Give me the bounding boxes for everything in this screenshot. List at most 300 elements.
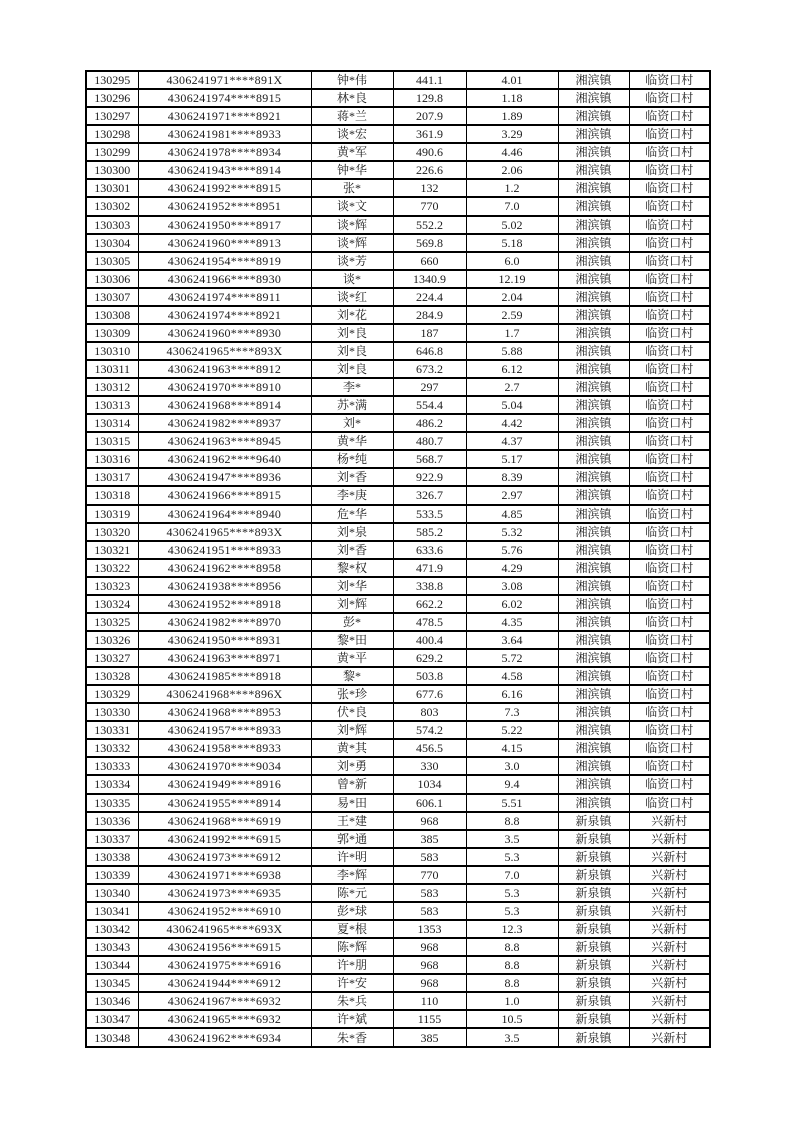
cell-name: 蒋*兰 xyxy=(311,107,393,125)
cell-town: 湘滨镇 xyxy=(558,216,629,234)
cell-id-number: 4306241963****8912 xyxy=(138,360,311,378)
cell-value: 8.8 xyxy=(466,974,558,992)
cell-village: 临资口村 xyxy=(629,649,710,667)
cell-serial: 130336 xyxy=(86,812,138,830)
cell-village: 兴新村 xyxy=(629,938,710,956)
cell-town: 湘滨镇 xyxy=(558,523,629,541)
cell-id-number: 4306241968****8914 xyxy=(138,396,311,414)
cell-village: 临资口村 xyxy=(629,721,710,739)
table-row xyxy=(86,649,710,667)
cell-amount: 284.9 xyxy=(393,306,466,324)
cell-village: 临资口村 xyxy=(629,739,710,757)
cell-amount: 129.8 xyxy=(393,89,466,107)
cell-town: 湘滨镇 xyxy=(558,703,629,721)
cell-serial: 130325 xyxy=(86,613,138,631)
cell-amount: 968 xyxy=(393,938,466,956)
cell-name: 刘*良 xyxy=(311,324,393,342)
cell-amount: 583 xyxy=(393,848,466,866)
cell-town: 湘滨镇 xyxy=(558,450,629,468)
table-row xyxy=(86,739,710,757)
cell-id-number: 4306241970****8910 xyxy=(138,378,311,396)
records-table xyxy=(85,70,711,1048)
cell-id-number: 4306241950****8931 xyxy=(138,631,311,649)
cell-name: 刘*辉 xyxy=(311,721,393,739)
table-row xyxy=(86,721,710,739)
cell-amount: 478.5 xyxy=(393,613,466,631)
table-row xyxy=(86,757,710,775)
cell-village: 兴新村 xyxy=(629,974,710,992)
cell-town: 湘滨镇 xyxy=(558,125,629,143)
table-row xyxy=(86,775,710,793)
table-row xyxy=(86,216,710,234)
cell-name: 刘*香 xyxy=(311,541,393,559)
cell-id-number: 4306241952****6910 xyxy=(138,902,311,920)
table-row xyxy=(86,1028,710,1047)
cell-value: 5.32 xyxy=(466,523,558,541)
cell-town: 新泉镇 xyxy=(558,812,629,830)
cell-serial: 130347 xyxy=(86,1010,138,1028)
cell-amount: 385 xyxy=(393,830,466,848)
cell-amount: 662.2 xyxy=(393,595,466,613)
cell-serial: 130346 xyxy=(86,992,138,1010)
cell-serial: 130313 xyxy=(86,396,138,414)
cell-id-number: 4306241966****8915 xyxy=(138,486,311,504)
cell-value: 3.5 xyxy=(466,1028,558,1047)
cell-serial: 130328 xyxy=(86,667,138,685)
table-row xyxy=(86,884,710,902)
cell-serial: 130335 xyxy=(86,794,138,812)
cell-value: 5.51 xyxy=(466,794,558,812)
table-row xyxy=(86,523,710,541)
cell-village: 临资口村 xyxy=(629,559,710,577)
cell-village: 临资口村 xyxy=(629,577,710,595)
cell-value: 4.35 xyxy=(466,613,558,631)
cell-id-number: 4306241992****8915 xyxy=(138,179,311,197)
table-row xyxy=(86,595,710,613)
cell-serial: 130295 xyxy=(86,71,138,89)
cell-value: 4.15 xyxy=(466,739,558,757)
cell-id-number: 4306241973****6935 xyxy=(138,884,311,902)
cell-town: 湘滨镇 xyxy=(558,252,629,270)
table-row xyxy=(86,89,710,107)
cell-amount: 1353 xyxy=(393,920,466,938)
cell-id-number: 4306241975****6916 xyxy=(138,956,311,974)
cell-id-number: 4306241962****9640 xyxy=(138,450,311,468)
cell-name: 王*建 xyxy=(311,812,393,830)
cell-name: 朱*香 xyxy=(311,1028,393,1047)
cell-value: 3.29 xyxy=(466,125,558,143)
cell-village: 临资口村 xyxy=(629,541,710,559)
cell-serial: 130318 xyxy=(86,486,138,504)
cell-id-number: 4306241967****6932 xyxy=(138,992,311,1010)
cell-serial: 130306 xyxy=(86,270,138,288)
cell-town: 新泉镇 xyxy=(558,902,629,920)
table-row xyxy=(86,1010,710,1028)
cell-amount: 660 xyxy=(393,252,466,270)
cell-town: 湘滨镇 xyxy=(558,559,629,577)
cell-amount: 297 xyxy=(393,378,466,396)
cell-value: 5.04 xyxy=(466,396,558,414)
cell-id-number: 4306241970****9034 xyxy=(138,757,311,775)
cell-name: 李*辉 xyxy=(311,866,393,884)
cell-name: 郭*通 xyxy=(311,830,393,848)
cell-serial: 130343 xyxy=(86,938,138,956)
table-row xyxy=(86,432,710,450)
cell-serial: 130308 xyxy=(86,306,138,324)
cell-amount: 226.6 xyxy=(393,161,466,179)
table-row xyxy=(86,505,710,523)
cell-value: 4.46 xyxy=(466,143,558,161)
cell-id-number: 4306241971****8921 xyxy=(138,107,311,125)
cell-name: 李*庚 xyxy=(311,486,393,504)
cell-id-number: 4306241962****6934 xyxy=(138,1028,311,1047)
cell-name: 彭*球 xyxy=(311,902,393,920)
cell-name: 朱*兵 xyxy=(311,992,393,1010)
cell-name: 许*明 xyxy=(311,848,393,866)
table-row xyxy=(86,541,710,559)
table-row xyxy=(86,71,710,89)
cell-id-number: 4306241960****8930 xyxy=(138,324,311,342)
cell-town: 新泉镇 xyxy=(558,920,629,938)
cell-town: 湘滨镇 xyxy=(558,757,629,775)
table-row xyxy=(86,559,710,577)
cell-value: 2.06 xyxy=(466,161,558,179)
cell-name: 黎* xyxy=(311,667,393,685)
cell-serial: 130334 xyxy=(86,775,138,793)
cell-serial: 130332 xyxy=(86,739,138,757)
table-row xyxy=(86,306,710,324)
cell-id-number: 4306241943****8914 xyxy=(138,161,311,179)
cell-serial: 130345 xyxy=(86,974,138,992)
table-row xyxy=(86,234,710,252)
cell-amount: 486.2 xyxy=(393,414,466,432)
cell-value: 2.97 xyxy=(466,486,558,504)
table-row xyxy=(86,143,710,161)
cell-id-number: 4306241965****893X xyxy=(138,523,311,541)
cell-serial: 130297 xyxy=(86,107,138,125)
table-row xyxy=(86,685,710,703)
cell-amount: 968 xyxy=(393,956,466,974)
cell-value: 1.89 xyxy=(466,107,558,125)
table-row xyxy=(86,902,710,920)
cell-village: 临资口村 xyxy=(629,306,710,324)
cell-amount: 224.4 xyxy=(393,288,466,306)
cell-amount: 1034 xyxy=(393,775,466,793)
cell-name: 刘*香 xyxy=(311,468,393,486)
cell-town: 湘滨镇 xyxy=(558,396,629,414)
cell-name: 谈*红 xyxy=(311,288,393,306)
cell-amount: 480.7 xyxy=(393,432,466,450)
cell-name: 曾*新 xyxy=(311,775,393,793)
cell-village: 兴新村 xyxy=(629,866,710,884)
cell-amount: 330 xyxy=(393,757,466,775)
cell-serial: 130326 xyxy=(86,631,138,649)
table-row xyxy=(86,179,710,197)
cell-id-number: 4306241958****8933 xyxy=(138,739,311,757)
cell-serial: 130348 xyxy=(86,1028,138,1047)
cell-town: 新泉镇 xyxy=(558,866,629,884)
cell-amount: 503.8 xyxy=(393,667,466,685)
cell-town: 湘滨镇 xyxy=(558,197,629,215)
cell-value: 6.0 xyxy=(466,252,558,270)
cell-serial: 130327 xyxy=(86,649,138,667)
cell-id-number: 4306241951****8933 xyxy=(138,541,311,559)
cell-name: 陈*元 xyxy=(311,884,393,902)
cell-amount: 770 xyxy=(393,197,466,215)
cell-serial: 130324 xyxy=(86,595,138,613)
cell-value: 3.5 xyxy=(466,830,558,848)
cell-name: 谈* xyxy=(311,270,393,288)
cell-id-number: 4306241974****8915 xyxy=(138,89,311,107)
cell-amount: 585.2 xyxy=(393,523,466,541)
cell-village: 临资口村 xyxy=(629,613,710,631)
table-row xyxy=(86,414,710,432)
cell-village: 临资口村 xyxy=(629,757,710,775)
cell-serial: 130300 xyxy=(86,161,138,179)
cell-serial: 130323 xyxy=(86,577,138,595)
cell-value: 4.58 xyxy=(466,667,558,685)
table-row xyxy=(86,107,710,125)
cell-value: 1.2 xyxy=(466,179,558,197)
cell-town: 湘滨镇 xyxy=(558,721,629,739)
cell-town: 湘滨镇 xyxy=(558,486,629,504)
table-row xyxy=(86,667,710,685)
cell-id-number: 4306241962****8958 xyxy=(138,559,311,577)
cell-amount: 1155 xyxy=(393,1010,466,1028)
table-row xyxy=(86,197,710,215)
cell-village: 临资口村 xyxy=(629,179,710,197)
cell-value: 8.39 xyxy=(466,468,558,486)
cell-village: 临资口村 xyxy=(629,378,710,396)
cell-amount: 338.8 xyxy=(393,577,466,595)
cell-village: 兴新村 xyxy=(629,956,710,974)
cell-village: 临资口村 xyxy=(629,685,710,703)
cell-town: 新泉镇 xyxy=(558,830,629,848)
cell-value: 4.85 xyxy=(466,505,558,523)
cell-id-number: 4306241968****8953 xyxy=(138,703,311,721)
cell-id-number: 4306241968****6919 xyxy=(138,812,311,830)
cell-town: 新泉镇 xyxy=(558,938,629,956)
cell-name: 刘*华 xyxy=(311,577,393,595)
cell-village: 临资口村 xyxy=(629,396,710,414)
cell-town: 湘滨镇 xyxy=(558,378,629,396)
cell-village: 临资口村 xyxy=(629,360,710,378)
cell-name: 夏*根 xyxy=(311,920,393,938)
table-row xyxy=(86,161,710,179)
cell-serial: 130321 xyxy=(86,541,138,559)
cell-town: 湘滨镇 xyxy=(558,324,629,342)
cell-amount: 677.6 xyxy=(393,685,466,703)
cell-id-number: 4306241982****8970 xyxy=(138,613,311,631)
cell-id-number: 4306241974****8911 xyxy=(138,288,311,306)
cell-serial: 130296 xyxy=(86,89,138,107)
cell-town: 湘滨镇 xyxy=(558,739,629,757)
cell-value: 3.08 xyxy=(466,577,558,595)
cell-amount: 606.1 xyxy=(393,794,466,812)
cell-name: 黄*军 xyxy=(311,143,393,161)
cell-amount: 207.9 xyxy=(393,107,466,125)
cell-village: 临资口村 xyxy=(629,107,710,125)
cell-amount: 361.9 xyxy=(393,125,466,143)
cell-amount: 583 xyxy=(393,884,466,902)
cell-name: 刘* xyxy=(311,414,393,432)
cell-village: 临资口村 xyxy=(629,703,710,721)
table-row xyxy=(86,794,710,812)
cell-name: 钟*华 xyxy=(311,161,393,179)
table-row xyxy=(86,631,710,649)
cell-amount: 968 xyxy=(393,974,466,992)
cell-town: 湘滨镇 xyxy=(558,288,629,306)
cell-value: 5.3 xyxy=(466,848,558,866)
cell-serial: 130303 xyxy=(86,216,138,234)
cell-id-number: 4306241947****8936 xyxy=(138,468,311,486)
cell-name: 谈*辉 xyxy=(311,216,393,234)
cell-village: 临资口村 xyxy=(629,288,710,306)
cell-amount: 490.6 xyxy=(393,143,466,161)
cell-amount: 187 xyxy=(393,324,466,342)
cell-name: 钟*伟 xyxy=(311,71,393,89)
cell-serial: 130320 xyxy=(86,523,138,541)
cell-town: 湘滨镇 xyxy=(558,360,629,378)
cell-id-number: 4306241956****6915 xyxy=(138,938,311,956)
cell-village: 临资口村 xyxy=(629,143,710,161)
cell-town: 湘滨镇 xyxy=(558,306,629,324)
cell-name: 刘*良 xyxy=(311,360,393,378)
cell-town: 湘滨镇 xyxy=(558,234,629,252)
cell-value: 5.3 xyxy=(466,884,558,902)
cell-serial: 130322 xyxy=(86,559,138,577)
cell-name: 黄*华 xyxy=(311,432,393,450)
cell-serial: 130312 xyxy=(86,378,138,396)
cell-town: 湘滨镇 xyxy=(558,432,629,450)
cell-id-number: 4306241974****8921 xyxy=(138,306,311,324)
cell-name: 谈*辉 xyxy=(311,234,393,252)
cell-id-number: 4306241944****6912 xyxy=(138,974,311,992)
cell-village: 兴新村 xyxy=(629,1010,710,1028)
cell-value: 7.3 xyxy=(466,703,558,721)
cell-town: 湘滨镇 xyxy=(558,649,629,667)
cell-value: 4.29 xyxy=(466,559,558,577)
table-row xyxy=(86,974,710,992)
cell-town: 湘滨镇 xyxy=(558,468,629,486)
table-row xyxy=(86,125,710,143)
cell-value: 1.0 xyxy=(466,992,558,1010)
cell-name: 林*良 xyxy=(311,89,393,107)
table-row xyxy=(86,360,710,378)
table-row xyxy=(86,866,710,884)
cell-serial: 130299 xyxy=(86,143,138,161)
cell-town: 新泉镇 xyxy=(558,848,629,866)
cell-village: 临资口村 xyxy=(629,505,710,523)
cell-id-number: 4306241938****8956 xyxy=(138,577,311,595)
cell-town: 湘滨镇 xyxy=(558,577,629,595)
cell-village: 临资口村 xyxy=(629,324,710,342)
cell-id-number: 4306241955****8914 xyxy=(138,794,311,812)
cell-id-number: 4306241971****6938 xyxy=(138,866,311,884)
cell-value: 7.0 xyxy=(466,866,558,884)
cell-id-number: 4306241952****8918 xyxy=(138,595,311,613)
cell-town: 湘滨镇 xyxy=(558,107,629,125)
cell-value: 8.8 xyxy=(466,938,558,956)
cell-value: 12.3 xyxy=(466,920,558,938)
cell-amount: 552.2 xyxy=(393,216,466,234)
cell-id-number: 4306241973****6912 xyxy=(138,848,311,866)
cell-town: 湘滨镇 xyxy=(558,505,629,523)
cell-village: 临资口村 xyxy=(629,197,710,215)
table-row xyxy=(86,812,710,830)
cell-value: 5.02 xyxy=(466,216,558,234)
cell-value: 5.88 xyxy=(466,342,558,360)
table-row xyxy=(86,992,710,1010)
cell-village: 临资口村 xyxy=(629,252,710,270)
cell-town: 湘滨镇 xyxy=(558,794,629,812)
cell-id-number: 4306241963****8971 xyxy=(138,649,311,667)
cell-town: 新泉镇 xyxy=(558,956,629,974)
cell-serial: 130333 xyxy=(86,757,138,775)
cell-serial: 130309 xyxy=(86,324,138,342)
cell-name: 黎*田 xyxy=(311,631,393,649)
cell-village: 临资口村 xyxy=(629,414,710,432)
cell-id-number: 4306241957****8933 xyxy=(138,721,311,739)
cell-serial: 130314 xyxy=(86,414,138,432)
cell-village: 兴新村 xyxy=(629,1028,710,1047)
cell-id-number: 4306241950****8917 xyxy=(138,216,311,234)
cell-serial: 130337 xyxy=(86,830,138,848)
cell-village: 临资口村 xyxy=(629,595,710,613)
cell-value: 7.0 xyxy=(466,197,558,215)
cell-village: 临资口村 xyxy=(629,89,710,107)
cell-serial: 130311 xyxy=(86,360,138,378)
cell-amount: 441.1 xyxy=(393,71,466,89)
cell-town: 湘滨镇 xyxy=(558,161,629,179)
table-row xyxy=(86,252,710,270)
cell-serial: 130319 xyxy=(86,505,138,523)
cell-id-number: 4306241952****8951 xyxy=(138,197,311,215)
cell-name: 陈*辉 xyxy=(311,938,393,956)
cell-value: 4.37 xyxy=(466,432,558,450)
cell-value: 2.59 xyxy=(466,306,558,324)
cell-value: 8.8 xyxy=(466,956,558,974)
cell-village: 兴新村 xyxy=(629,992,710,1010)
cell-village: 临资口村 xyxy=(629,234,710,252)
cell-serial: 130301 xyxy=(86,179,138,197)
cell-village: 兴新村 xyxy=(629,920,710,938)
cell-village: 临资口村 xyxy=(629,523,710,541)
cell-value: 5.18 xyxy=(466,234,558,252)
cell-value: 1.7 xyxy=(466,324,558,342)
cell-name: 刘*勇 xyxy=(311,757,393,775)
cell-town: 湘滨镇 xyxy=(558,685,629,703)
cell-town: 湘滨镇 xyxy=(558,143,629,161)
cell-value: 6.12 xyxy=(466,360,558,378)
cell-id-number: 4306241954****8919 xyxy=(138,252,311,270)
cell-name: 刘*良 xyxy=(311,342,393,360)
cell-amount: 803 xyxy=(393,703,466,721)
cell-amount: 968 xyxy=(393,812,466,830)
cell-id-number: 4306241968****896X xyxy=(138,685,311,703)
cell-amount: 385 xyxy=(393,1028,466,1047)
cell-serial: 130341 xyxy=(86,902,138,920)
cell-town: 湘滨镇 xyxy=(558,541,629,559)
cell-town: 湘滨镇 xyxy=(558,595,629,613)
cell-value: 6.02 xyxy=(466,595,558,613)
cell-value: 5.22 xyxy=(466,721,558,739)
cell-amount: 922.9 xyxy=(393,468,466,486)
cell-id-number: 4306241949****8916 xyxy=(138,775,311,793)
cell-town: 湘滨镇 xyxy=(558,775,629,793)
cell-town: 湘滨镇 xyxy=(558,342,629,360)
cell-serial: 130338 xyxy=(86,848,138,866)
